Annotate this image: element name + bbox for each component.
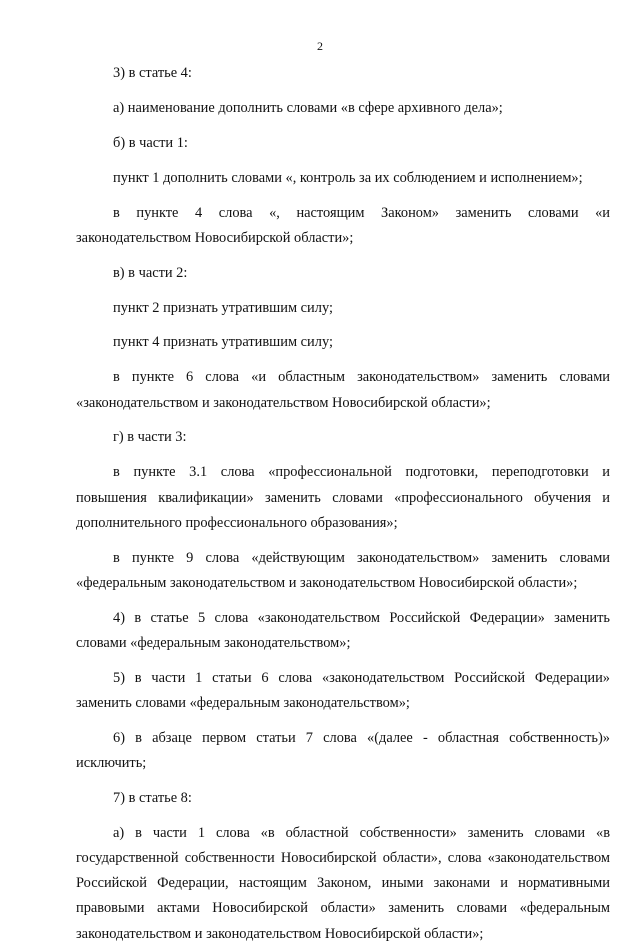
- paragraph-point-6: в пункте 6 слова «и областным законодательством» заменить словами «законодательством и законодательством Новосибирской области»;: [76, 369, 610, 411]
- page-number: 2: [317, 39, 323, 53]
- paragraph-item-v-part-2: в) в части 2:: [113, 264, 188, 281]
- paragraph-article-4-heading: 3) в статье 4:: [113, 65, 192, 81]
- paragraph-point-1: пункт 1 дополнить словами «, контроль за их соблюдением и исполнением»;: [113, 169, 583, 186]
- paragraph-article-6: 5) в части 1 статьи 6 слова «законодательством Российской Федерации» заменить словами «федеральным законодательством»;: [76, 669, 610, 711]
- paragraph-item-b-part-1: б) в части 1:: [113, 134, 188, 151]
- paragraph-article-8-part-1: а) в части 1 слова «в областной собственности» заменить словами «в государственной собственности Новосибирской области», слова «законодательством Российской Федерации, настоящим Законом, иными законами и нормативными правовыми актами Новосибирской области» заменить словами «федеральным законодательством и законодательством Новосибирской области»;: [76, 824, 610, 942]
- paragraph-point-9: в пункте 9 слова «действующим законодательством» заменить словами «федеральным законодательством и законодательством Новосибирской области»;: [76, 549, 610, 591]
- paragraph-item-g-part-3: г) в части 3:: [113, 429, 187, 446]
- document-body: [76, 61, 610, 947]
- paragraph-point-4-void: пункт 4 признать утратившим силу;: [113, 334, 333, 351]
- paragraph-item-a: а) наименование дополнить словами «в сфере архивного дела»;: [113, 99, 503, 116]
- paragraph-article-5: 4) в статье 5 слова «законодательством Российской Федерации» заменить словами «федеральным законодательством»;: [76, 609, 610, 651]
- paragraph-article-7: 6) в абзаце первом статьи 7 слова «(далее - областная собственность)» исключить;: [76, 729, 610, 772]
- paragraph-point-2-void: пункт 2 признать утратившим силу;: [113, 299, 333, 316]
- paragraph-point-3-1: в пункте 3.1 слова «профессиональной подготовки, переподготовки и повышения квалификации» заменить словами «профессионального обучения и дополнительного профессионального образования»;: [76, 464, 610, 531]
- paragraph-point-4: в пункте 4 слова «, настоящим Законом» заменить словами «и законодательством Новосибирской области»;: [76, 204, 610, 246]
- paragraph-article-8-heading: 7) в статье 8:: [113, 789, 192, 806]
